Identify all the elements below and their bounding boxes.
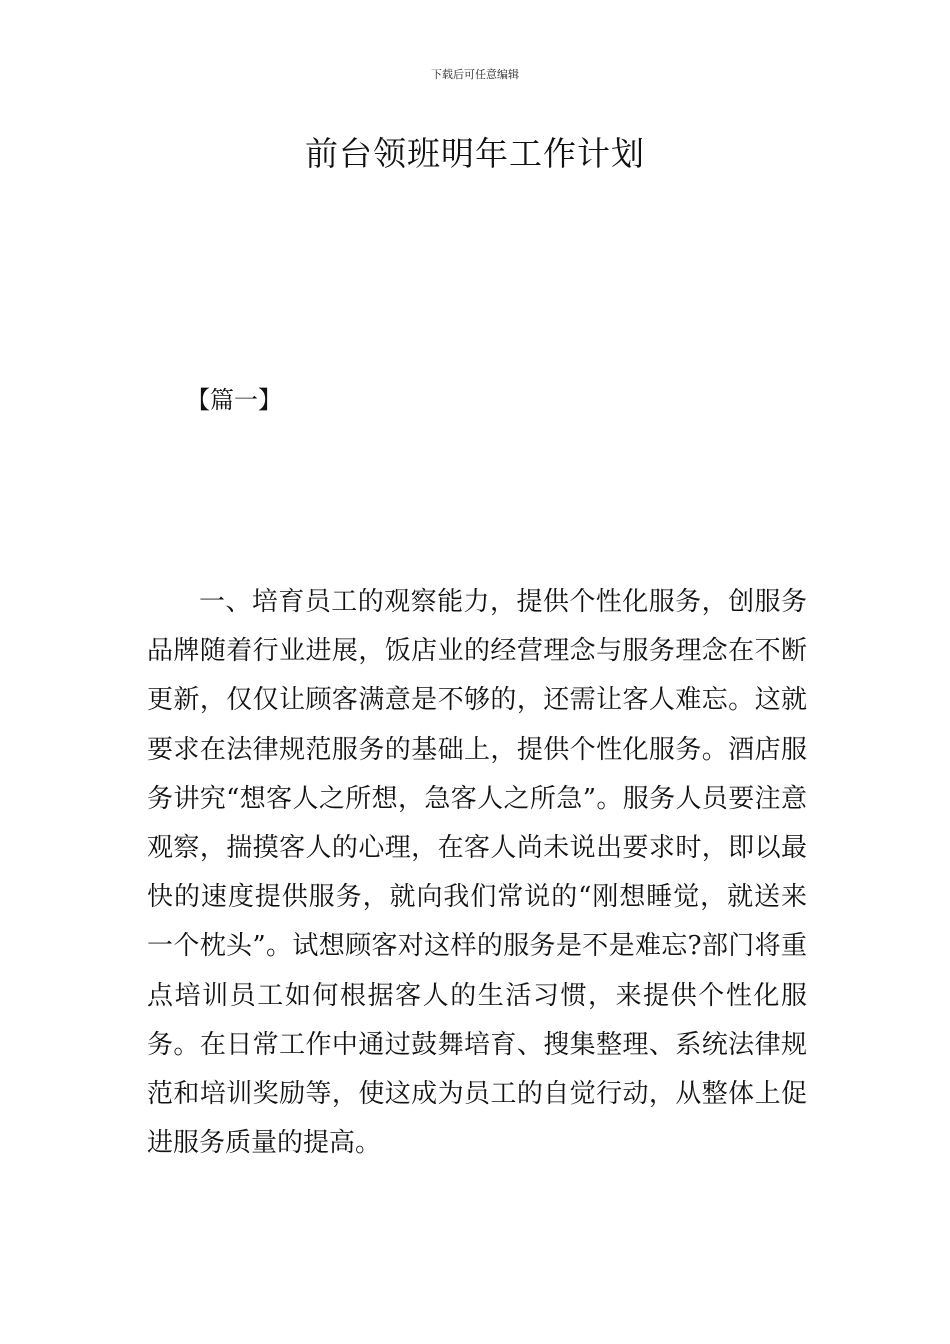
document-title: 前台领班明年工作计划 bbox=[305, 134, 645, 173]
header-note: 下载后可任意编辑 bbox=[431, 68, 519, 81]
section-heading: 【篇一】 bbox=[186, 386, 282, 414]
body-paragraph: 一、培育员工的观察能力，提供个性化服务，创服务品牌随着行业进展，饭店业的经营理念与服务理念在不断更新，仅仅让顾客满意是不够的，还需让客人难忘。这就要求在法律规范服务的基础上，提供个性化服务。酒店服务讲究“想客人之所想，急客人之所急”。服务人员要注意观察，揣摸客人的心理，在客人尚未说出要求时，即以最快的速度提供服务，就向我们常说的“刚想睡觉，就送来一个枕头”。试想顾客对这样的服务是不是难忘?部门将重点培训员工如何根据客人的生活习惯，来提供个性化服务。在日常工作中通过鼓舞培育、搜集整理、系统法律规范和培训奖励等，使这成为员工的自觉行动，从整体上促进服务质量的提高。 bbox=[147, 587, 807, 1159]
